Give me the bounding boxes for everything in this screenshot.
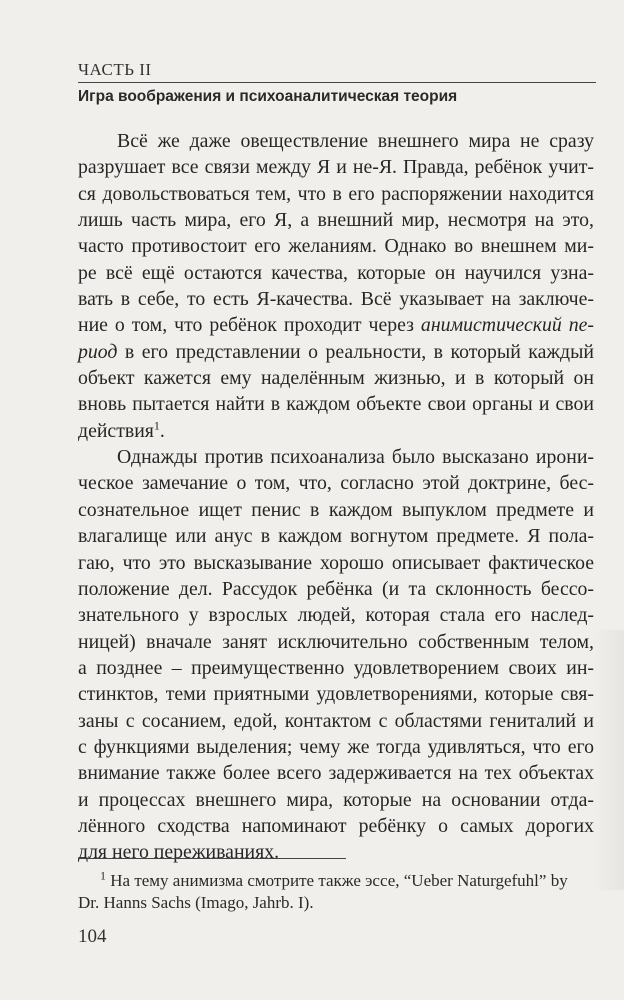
text-line: Всё же даже овеществление внешнего мира не сразу <box>117 130 594 152</box>
footnote-text: На тему анимизма смотрите также эссе, “Ueber Naturgefuhl” by <box>106 871 568 890</box>
text-line: гаю, что это высказывание хорошо описывает фактическое <box>78 551 594 574</box>
text-line: с функциями выделения; чему же тогда удивляться, что его <box>78 735 594 758</box>
text-fragment: . <box>159 419 165 442</box>
text-fragment: действия <box>78 419 154 442</box>
text-line <box>78 418 594 444</box>
text-line: сознательное ищет пенис в каждом выпуклом предмете и <box>78 498 594 521</box>
main-text <box>78 128 594 866</box>
footnote-divider <box>78 858 346 859</box>
footnote <box>78 870 594 914</box>
footnote-reference[interactable]: 1 <box>153 418 160 433</box>
text-line <box>78 312 594 338</box>
running-header-title: Игра воображения и психоаналитическая теория <box>78 88 458 105</box>
emphasis-term: анимистический пе- <box>420 314 594 337</box>
text-line: знательного у взрослых людей, которая стала его наслед- <box>78 604 594 627</box>
text-line: лённого сходства напоминают ребёнку о самых дорогих <box>78 814 594 837</box>
page-edge-shadow <box>594 630 624 890</box>
text-fragment: ние о том, что ребёнок проходит через <box>78 314 421 337</box>
text-line: для него переживаниях. <box>78 841 280 864</box>
text-line: разрушает все связи между Я и не-Я. Правда, ребёнок учит- <box>78 156 594 179</box>
text-line: ческое замечание о том, что, согласно этой доктрине, бес- <box>78 472 594 495</box>
text-line: вать в себе, то есть Я-качества. Всё указывает на заключе- <box>78 288 594 311</box>
text-line: заны с сосанием, едой, контактом с областями гениталий и <box>78 709 594 732</box>
header-divider <box>78 82 596 83</box>
text-line: Однажды против психоанализа было высказано ирони- <box>117 446 594 469</box>
text-line: положение дел. Рассудок ребёнка (и та склонность бессо- <box>78 577 594 600</box>
text-line: влагалище или анус в каждом вогнутом предмете. Я пола- <box>78 525 594 548</box>
paragraph-1 <box>78 128 594 444</box>
emphasis-term: риод <box>78 340 118 363</box>
footnote-line: Dr. Hanns Sachs (Imago, Jahrb. I). <box>78 893 314 912</box>
text-line: и процессах внешнего мира, которые на основании отда- <box>78 788 594 811</box>
text-line: объект кажется ему наделённым жизнью, и в который он <box>78 367 594 390</box>
text-line: ся довольствоваться тем, что в его распоряжении находится <box>78 182 594 205</box>
paragraph-2 <box>78 444 594 866</box>
footnote-line <box>78 870 594 892</box>
text-line: ре всё ещё остаются качества, которые он научился узна- <box>78 261 594 284</box>
page-number: 104 <box>78 926 107 947</box>
text-line: стинктов, теми приятными удовлетворениями, которые свя- <box>78 683 594 706</box>
text-line: вновь пытается найти в каждом объекте свои органы и свои <box>78 393 594 416</box>
footnote-marker: 1 <box>100 868 106 883</box>
text-line: ницей) вначале занят исключительно собственным телом, <box>78 630 594 653</box>
text-line <box>78 339 594 365</box>
text-line: часто противостоит его желаниям. Однако во внешнем ми- <box>78 235 594 258</box>
text-fragment: в его представлении о реальности, в который каждый <box>117 340 594 363</box>
text-line: внимание также более всего задерживается на тех объектах <box>78 762 594 785</box>
text-line: лишь часть мира, его Я, а внешний мир, несмотря на это, <box>78 209 594 232</box>
text-line: а позднее – преимущественно удовлетворением своих ин- <box>78 656 594 679</box>
running-header-part: ЧАСТЬ II <box>78 60 152 79</box>
